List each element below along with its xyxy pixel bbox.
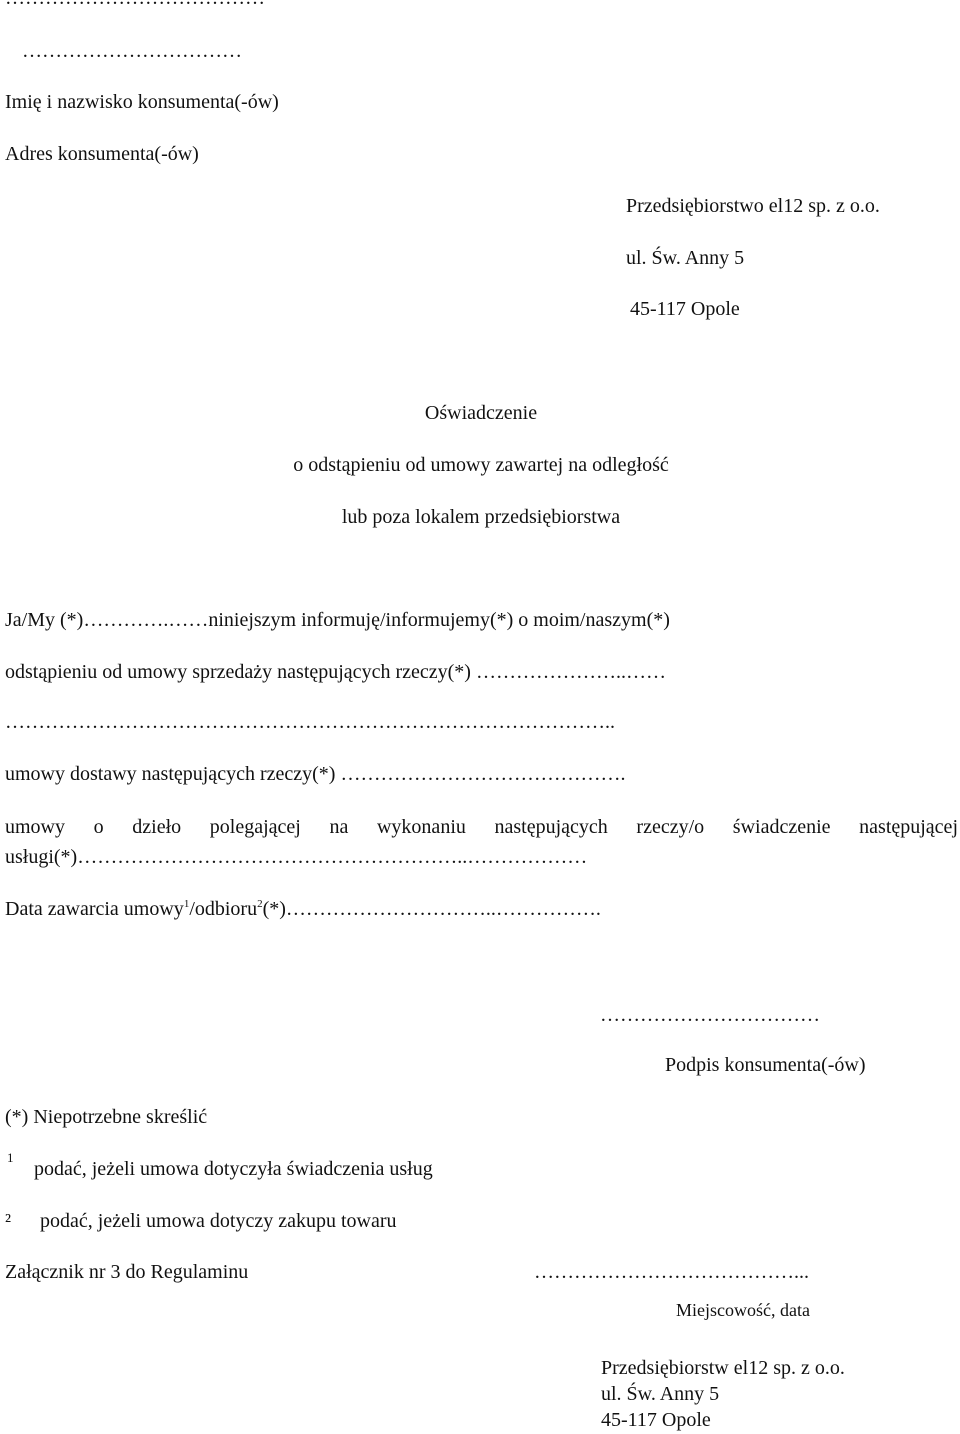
delivery-contract-line <box>5 762 625 786</box>
service-line <box>5 845 587 869</box>
service-label: usługi(*) <box>5 846 78 868</box>
contract-date-dots: …………………………..……………. <box>285 898 601 920</box>
recipient-street: ul. Św. Anny 5 <box>626 247 745 269</box>
statement-subject: Ja/My (*) <box>5 609 84 631</box>
place-date-label: Miejscowość, data <box>676 1300 810 1320</box>
consumer-name-label: Imię i nazwisko konsumenta(-ów) <box>5 91 279 113</box>
date-strike-mark: (*) <box>262 898 286 920</box>
statement-line-2 <box>5 660 666 684</box>
document-title: Oświadczenie <box>424 402 538 424</box>
footnote-1-mark: 1 <box>7 1150 14 1165</box>
statement-name-dots: ………….…… <box>83 609 209 631</box>
sale-items-dots-continued: ……………………………………………………………………………….. <box>5 711 615 733</box>
consumer-address-label: Adres konsumenta(-ów) <box>5 143 199 165</box>
footer-company: Przedsiębiorstw el12 sp. z o.o. <box>601 1357 845 1379</box>
footer-street: ul. Św. Anny 5 <box>601 1383 720 1405</box>
sale-items-dots: …………………..…… <box>475 661 666 683</box>
document-subtitle-2: lub poza lokalem przedsiębiorstwa <box>341 506 621 528</box>
document-subtitle-1: o odstąpieniu od umowy zawartej na odległość <box>293 454 669 476</box>
signature-label: Podpis konsumenta(-ów) <box>665 1054 866 1076</box>
sale-contract-text: odstąpieniu od umowy sprzedaży następujących rzeczy(*) <box>5 661 471 683</box>
work-contract-line: umowy o dzieło polegającej na wykonaniu następujących rzeczy/o świadczenie następującej <box>5 816 958 838</box>
delivery-contract-text: umowy dostawy następujących rzeczy(*) <box>5 763 336 785</box>
footnote-2-text: podać, jeżeli umowa dotyczy zakupu towaru <box>40 1210 397 1232</box>
footnote-2-mark: ² <box>5 1210 11 1232</box>
contract-date-line <box>5 897 601 921</box>
signature-dots: …………………………… <box>600 1004 820 1026</box>
consumer-address-dots: …………………………… <box>22 40 242 62</box>
service-dots: …………………………………………………..……………… <box>77 846 588 868</box>
footnote-1-text: podać, jeżeli umowa dotyczyła świadczenia usług <box>34 1158 433 1180</box>
attachment-label: Załącznik nr 3 do Regulaminu <box>5 1261 249 1283</box>
statement-inform-text: niniejszym informuję/informujemy(*) o moim/naszym(*) <box>208 609 670 631</box>
recipient-city: 45-117 Opole <box>630 298 740 320</box>
place-date-dots: …………………………………... <box>534 1261 809 1283</box>
footnote-ref-1: 1 <box>183 898 190 910</box>
footer-city: 45-117 Opole <box>601 1409 711 1431</box>
receipt-date-label: /odbioru <box>189 898 258 920</box>
footnote-ref-2: 2 <box>257 898 263 910</box>
recipient-company: Przedsiębiorstwo el12 sp. z o.o. <box>626 195 880 217</box>
contract-date-label: Data zawarcia umowy <box>5 898 184 920</box>
strike-note: (*) Niepotrzebne skreślić <box>5 1106 208 1128</box>
delivery-items-dots: ……………………………………. <box>340 763 626 785</box>
statement-line-1 <box>5 608 670 632</box>
consumer-name-dots <box>5 0 265 10</box>
